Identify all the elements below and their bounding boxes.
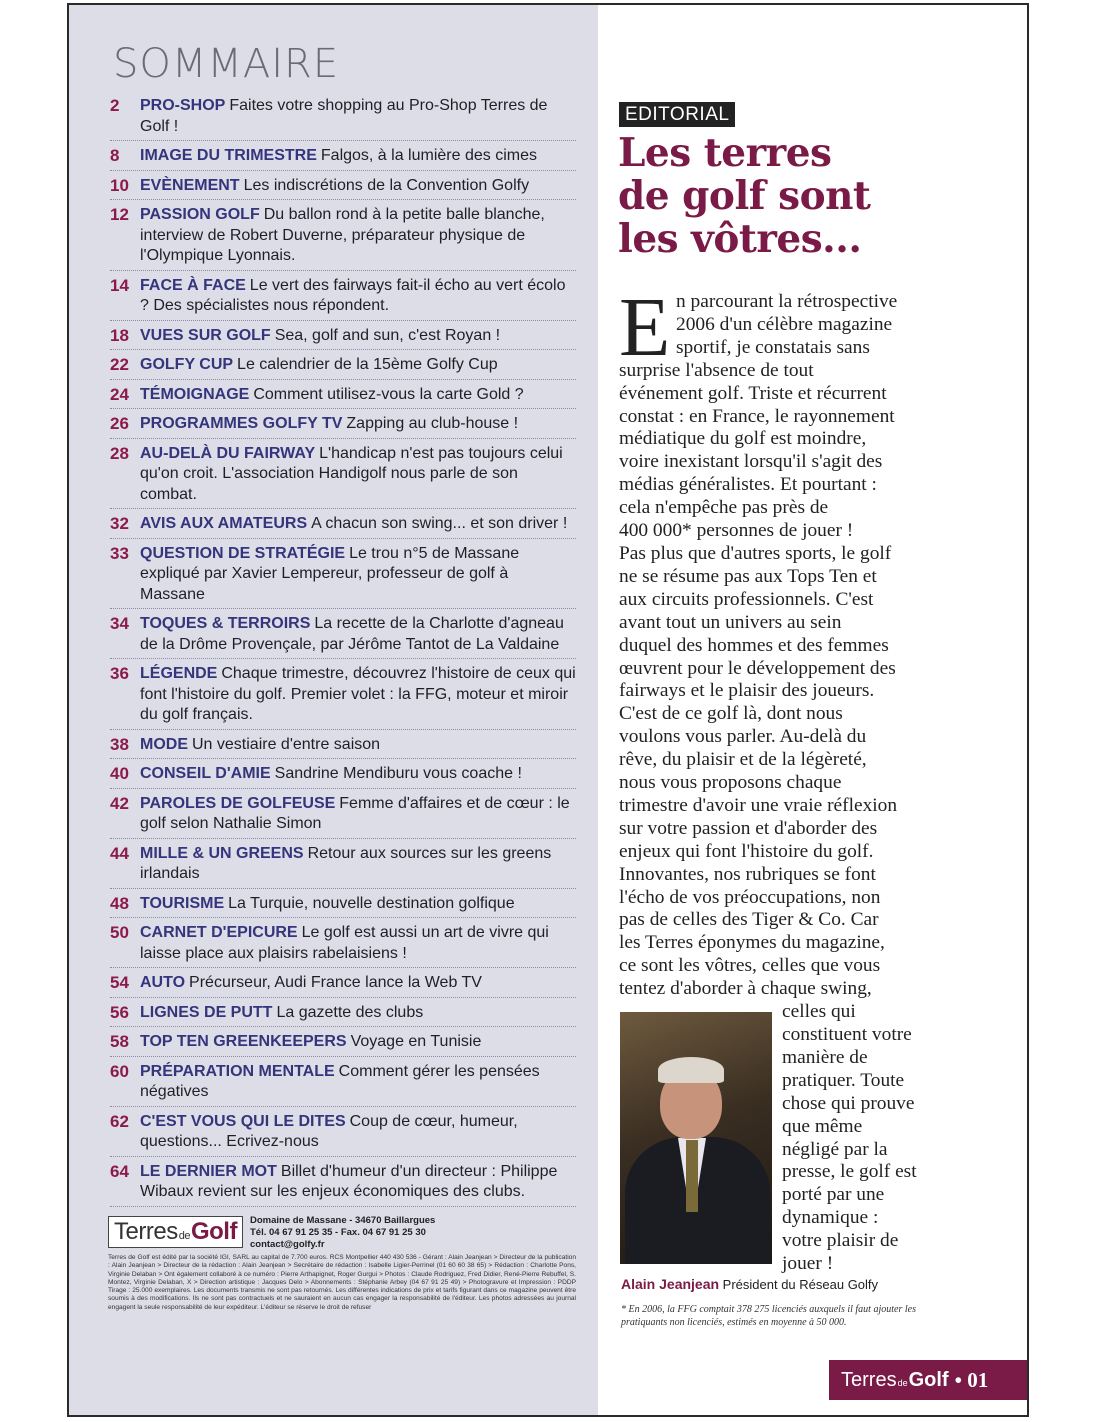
- body-line-wrapped: presse, le golf est: [782, 1161, 917, 1183]
- toc-description: Retour aux sources sur les greens irlandais: [140, 844, 552, 882]
- toc-section-name: LIGNES DE PUTT: [140, 1003, 273, 1021]
- photo-tie: [686, 1140, 698, 1212]
- footnote: * En 2006, la FFG comptait 378 275 licenciés auxquels il faut ajouter les pratiquants non licenciés, estimés en moyenne à 50 000.: [621, 1304, 916, 1328]
- toc-page-number: 38: [110, 734, 129, 754]
- body-line: médiatique du golf est moindre,: [619, 428, 867, 450]
- toc-page-number: 48: [110, 893, 129, 913]
- toc-page-number: 12: [110, 205, 129, 224]
- toc-page-number: 10: [110, 175, 129, 195]
- body-line: trimestre d'avoir une vraie réflexion: [619, 794, 898, 816]
- toc-description: Sandrine Mendiburu vous coache !: [274, 765, 522, 782]
- toc-item[interactable]: [110, 789, 576, 839]
- toc-section-name: TÉMOIGNAGE: [140, 385, 250, 403]
- headline-line: Les terres: [618, 130, 832, 176]
- toc-description: Comment gérer les pensées négatives: [140, 1062, 540, 1100]
- toc-section-name: AU-DELÀ DU FAIRWAY: [140, 444, 316, 462]
- toc-description: Chaque trimestre, découvrez l'histoire de ceux qui font l'histoire du golf. Premier volet : la FFG, moteur et miroir du golf français.: [140, 665, 576, 723]
- body-line: enjeux qui font l'histoire du golf.: [619, 840, 874, 862]
- sommaire-column: [69, 5, 598, 1415]
- toc-page-number: 34: [110, 614, 129, 633]
- toc-item[interactable]: [110, 730, 576, 760]
- toc-item[interactable]: [110, 350, 576, 380]
- toc-description: Billet d'humeur d'un directeur : Philippe Wibaux revient sur les enjeux économiques des clubs.: [140, 1162, 558, 1200]
- body-line: nous vous proposons chaque: [619, 772, 842, 794]
- toc-entry: [140, 735, 576, 756]
- publication-credits: Terres de Golf est édité par la société IGI, SARL au capital de 7.700 euros. RCS Montpellier 440 430 536 - Gérant : Alain Jeanjean > Directeur de la publication : Alain Jeanjean > Directeur de la rédaction : Alain Jeanjean > Secrétaire de rédaction : Isabelle Ligier-Perrinel (01 60 60 38 65) > Rédaction : Charlotte Pons, Virginie Delaban > Ont également collaboré à ce numéro : Pierre Arthapignet, Roger Gurgui > Photos : Claude Rodriguez, Fred Didier, René-Pierre Rebuffel, S. Montez, Virginie Delaban, X > Direction artistique : Jacques Delo > Abonnements : Stéphanie Arbey (04 67 91 25 49) > Photogravure et Impression : PDDP Tirage : 25.000 exemplaires. Les documents transmis ne sont pas retournés. Les différentes indications de prix et tarifs figurant dans ce magazine peuvent être soumis à des modifications. Ils ne sont pas contractuels et ne sauraient en aucun cas engager la responsabilité de l'éditeur. Les photos adressées au journal engagent la seule responsabilité de leur expéditeur. L'éditeur se réserve le droit de refuser: [108, 1254, 576, 1311]
- toc-section-name: TOP TEN GREENKEEPERS: [140, 1033, 347, 1050]
- toc-page-number: 32: [110, 514, 129, 533]
- body-line: pas de celles des Tiger & Co. Car: [619, 909, 879, 931]
- toc-entry: [140, 385, 576, 406]
- body-line: ne se résume pas aux Tops Ten et: [619, 565, 877, 587]
- toc-entry: [140, 614, 576, 655]
- toc-entry: [140, 1032, 576, 1053]
- toc-section-name: MODE: [140, 735, 188, 753]
- logo-terres: Terres: [114, 1218, 178, 1245]
- toc-entry: [140, 923, 576, 964]
- toc-description: Le golf est aussi un art de vivre qui laisse place aux plaisirs rabelaisiens !: [140, 924, 549, 962]
- toc-item[interactable]: [110, 1107, 576, 1157]
- toc-entry: [140, 1003, 576, 1024]
- toc-entry: [140, 326, 576, 347]
- toc-section-name: MILLE & UN GREENS: [140, 844, 304, 862]
- toc-description: A chacun son swing... et son driver !: [311, 515, 568, 532]
- terres-de-golf-logo: [108, 1216, 243, 1248]
- toc-entry: [140, 444, 576, 506]
- author-title: Président du Réseau Golfy: [722, 1277, 879, 1292]
- toc-section-name: EVÈNEMENT: [140, 176, 240, 194]
- toc-description: Coup de cœur, humeur, questions... Ecrivez-nous: [140, 1112, 518, 1150]
- toc-item[interactable]: [110, 968, 576, 998]
- body-line: aux circuits professionnels. C'est: [619, 588, 874, 610]
- body-line: les Terres éponymes du magazine,: [619, 932, 885, 954]
- toc-page-number: 14: [110, 275, 129, 295]
- body-line: voulons vous parler. Au-delà du: [619, 726, 867, 748]
- logo-de: de: [178, 1230, 190, 1242]
- toc-item[interactable]: [110, 609, 576, 659]
- body-line: l'écho de vos préoccupations, non: [619, 886, 881, 908]
- toc-section-name: PROGRAMMES GOLFY TV: [140, 415, 343, 432]
- toc-page-number: 50: [110, 923, 129, 942]
- toc-description: Faites votre shopping au Pro-Shop Terres de Golf !: [140, 97, 548, 135]
- toc-description: La recette de la Charlotte d'agneau de la Drôme Provençale, par Jérôme Tantot de La Valdaine: [140, 615, 564, 653]
- toc-item[interactable]: [110, 380, 576, 410]
- toc-entry: [140, 514, 576, 535]
- toc-item[interactable]: [110, 141, 576, 171]
- phone-fax: Tél. 04 67 91 25 35 - Fax. 04 67 91 25 30: [250, 1227, 426, 1238]
- toc-entry: [140, 146, 576, 167]
- body-line-wrapped: manière de: [782, 1046, 868, 1068]
- body-line: sur votre passion et d'aborder des: [619, 817, 878, 839]
- toc-item[interactable]: [110, 839, 576, 889]
- body-line-wrapped: constituent votre: [782, 1024, 912, 1045]
- body-line: 2006 d'un célèbre magazine: [676, 313, 893, 335]
- toc-section-name: PAROLES DE GOLFEUSE: [140, 794, 336, 812]
- address: Domaine de Massane - 34670 Baillargues: [250, 1215, 436, 1226]
- toc-page-number: 28: [110, 443, 129, 463]
- toc-page-number: 22: [110, 355, 129, 374]
- author-signature: [621, 1276, 878, 1292]
- toc-section-name: QUESTION DE STRATÉGIE: [140, 544, 346, 562]
- toc-entry: [140, 794, 576, 835]
- toc-section-name: TOURISME: [140, 894, 225, 912]
- toc-entry: [140, 1062, 576, 1103]
- toc-page-number: 54: [110, 973, 129, 992]
- editorial-headline: [618, 132, 978, 261]
- body-line: cela n'empêche pas près de: [619, 497, 829, 519]
- author-photo: [620, 1012, 772, 1264]
- page-number: • 01: [954, 1367, 989, 1392]
- magazine-page: [67, 3, 1029, 1417]
- toc-description: Zapping au club-house !: [346, 415, 519, 432]
- body-line-wrapped: négligé par la: [782, 1138, 888, 1160]
- folio-golf: Golf: [908, 1368, 949, 1391]
- body-line: 400 000* personnes de jouer !: [619, 520, 854, 542]
- body-line: surprise l'absence de tout: [619, 359, 814, 381]
- toc-entry: [140, 764, 576, 785]
- toc-section-name: CONSEIL D'AMIE: [140, 765, 271, 782]
- toc-section-name: FACE À FACE: [140, 276, 246, 294]
- toc-item[interactable]: [110, 1157, 576, 1207]
- toc-page-number: 26: [110, 414, 129, 433]
- body-line: Pas plus que d'autres sports, le golf: [619, 542, 892, 564]
- body-line-wrapped: jouer !: [782, 1253, 834, 1275]
- page-folio: [829, 1360, 1029, 1400]
- toc-page-number: 56: [110, 1002, 129, 1022]
- toc-item[interactable]: [110, 409, 576, 439]
- toc-section-name: IMAGE DU TRIMESTRE: [140, 147, 317, 164]
- toc-description: Un vestiaire d'entre saison: [192, 735, 381, 753]
- body-line: sportif, je constatais sans: [676, 336, 870, 358]
- dropcap: E: [619, 281, 671, 374]
- body-line: n parcourant la rétrospective: [676, 291, 898, 312]
- toc-description: La Turquie, nouvelle destination golfique: [228, 894, 515, 912]
- toc-description: Femme d'affaires et de cœur : le golf selon Nathalie Simon: [140, 794, 570, 832]
- body-line: rêve, du plaisir et de la légèreté,: [619, 749, 867, 771]
- toc-entry: [140, 205, 576, 267]
- toc-page-number: 62: [110, 1111, 129, 1131]
- toc-page-number: 36: [110, 664, 129, 683]
- toc-page-number: 58: [110, 1032, 129, 1051]
- toc-entry: [140, 844, 576, 885]
- email-link[interactable]: contact@golfy.fr: [250, 1239, 325, 1250]
- toc-item[interactable]: [110, 659, 576, 730]
- toc-section-name: LE DERNIER MOT: [140, 1162, 277, 1180]
- body-line: voire inexistant lorsqu'il s'agit des: [619, 451, 883, 473]
- contact-block: [250, 1215, 435, 1251]
- toc-entry: [140, 96, 576, 137]
- body-line: tentez d'aborder à chaque swing,: [619, 978, 872, 1000]
- toc-description: Comment utilisez-vous la carte Gold ?: [253, 385, 524, 403]
- body-line-wrapped: dynamique :: [782, 1207, 879, 1229]
- toc-page-number: 2: [110, 96, 120, 115]
- toc-description: Voyage en Tunisie: [350, 1033, 482, 1050]
- toc-entry: [140, 664, 576, 726]
- toc-entry: [140, 973, 576, 994]
- toc-section-name: AVIS AUX AMATEURS: [140, 515, 308, 532]
- toc-entry: [140, 1162, 576, 1203]
- toc-description: Les indiscrétions de la Convention Golfy: [243, 176, 530, 194]
- toc-description: Le trou n°5 de Massane expliqué par Xavier Lempereur, professeur de golf à Massane: [140, 544, 520, 603]
- headline-line: de golf sont: [618, 173, 871, 219]
- toc-description: La gazette des clubs: [276, 1003, 424, 1021]
- folio-de: de: [897, 1378, 908, 1388]
- body-line: duquel des hommes et des femmes: [619, 634, 889, 656]
- toc-description: L'handicap n'est pas toujours celui qu'on croit. L'association Handigolf nous parle de son combat.: [140, 444, 563, 503]
- toc-entry: [140, 176, 576, 197]
- body-line: C'est de ce golf là, dont nous: [619, 703, 843, 725]
- sommaire-title: SOMMAIRE: [113, 41, 340, 87]
- toc-section-name: VUES SUR GOLF: [140, 326, 271, 344]
- toc-item[interactable]: [110, 759, 576, 789]
- toc-section-name: PRÉPARATION MENTALE: [140, 1062, 335, 1080]
- toc-page-number: 18: [110, 325, 129, 345]
- toc-description: Précurseur, Audi France lance la Web TV: [189, 974, 482, 991]
- toc-item[interactable]: [110, 321, 576, 351]
- body-line-wrapped: que même: [782, 1115, 863, 1137]
- toc-page-number: 33: [110, 543, 129, 563]
- toc-entry: [140, 276, 576, 317]
- toc-page-number: 42: [110, 793, 129, 813]
- toc-page-number: 64: [110, 1161, 129, 1181]
- toc-section-name: AUTO: [140, 974, 186, 991]
- author-name: Alain Jeanjean: [621, 1276, 720, 1292]
- body-line: Innovantes, nos rubriques se font: [619, 863, 876, 885]
- body-line-wrapped: votre plaisir de: [782, 1230, 899, 1252]
- toc-description: Le calendrier de la 15ème Golfy Cup: [237, 356, 498, 373]
- toc-entry: [140, 544, 576, 606]
- body-line: avant tout un univers au sein: [619, 611, 842, 633]
- body-line-wrapped: pratiquer. Toute: [782, 1069, 905, 1091]
- toc-item[interactable]: [110, 271, 576, 321]
- toc-section-name: TOQUES & TERROIRS: [140, 615, 311, 632]
- toc-item[interactable]: [110, 918, 576, 968]
- toc-page-number: 24: [110, 384, 129, 404]
- toc-section-name: C'EST VOUS QUI LE DITES: [140, 1112, 346, 1130]
- toc-description: Le vert des fairways fait-il écho au vert écolo ? Des spécialistes nous répondent.: [140, 276, 566, 314]
- body-line-wrapped: chose qui prouve: [782, 1092, 915, 1114]
- toc-section-name: PASSION GOLF: [140, 206, 260, 223]
- toc-item[interactable]: [110, 509, 576, 539]
- toc-section-name: PRO-SHOP: [140, 97, 226, 114]
- photo-hair: [658, 1057, 724, 1083]
- toc-item[interactable]: [110, 91, 576, 141]
- toc-item[interactable]: [110, 171, 576, 201]
- toc-page-number: 8: [110, 146, 120, 165]
- toc-item[interactable]: [110, 439, 576, 510]
- body-line-wrapped: porté par une: [782, 1184, 885, 1206]
- toc-page-number: 60: [110, 1061, 129, 1081]
- toc-section-name: LÉGENDE: [140, 665, 218, 682]
- toc-item[interactable]: [110, 889, 576, 919]
- toc-description: Du ballon rond à la petite balle blanche, interview de Robert Duverne, préparateur physique de l'Olympique Lyonnais.: [140, 206, 545, 264]
- headline-line: les vôtres...: [618, 216, 862, 262]
- toc-description: Sea, golf and sun, c'est Royan !: [274, 326, 501, 344]
- body-line: médias généralistes. Et pourtant :: [619, 474, 877, 496]
- toc-entry: [140, 414, 576, 435]
- toc-page-number: 44: [110, 843, 129, 863]
- table-of-contents: [110, 91, 576, 1207]
- toc-item[interactable]: [110, 200, 576, 271]
- logo-golf: Golf: [190, 1218, 237, 1245]
- body-line: ce sont les vôtres, celles que vous: [619, 955, 881, 977]
- toc-page-number: 40: [110, 764, 129, 783]
- toc-section-name: GOLFY CUP: [140, 356, 234, 373]
- body-line: événement golf. Triste et récurrent: [619, 382, 887, 404]
- body-line: fairways et le plaisir des joueurs.: [619, 680, 875, 702]
- toc-item[interactable]: [110, 1027, 576, 1057]
- body-line: œuvrent pour le développement des: [619, 657, 896, 679]
- toc-entry: [140, 894, 576, 915]
- toc-item[interactable]: [110, 539, 576, 610]
- body-line: constat : en France, le rayonnement: [619, 405, 895, 427]
- toc-item[interactable]: [110, 1057, 576, 1107]
- editorial-tag: EDITORIAL: [619, 102, 735, 127]
- toc-entry: [140, 1112, 576, 1153]
- body-line-wrapped: celles qui: [782, 1001, 856, 1023]
- toc-description: Falgos, à la lumière des cimes: [320, 147, 537, 164]
- toc-section-name: CARNET D'EPICURE: [140, 924, 298, 941]
- folio-terres: Terres: [841, 1368, 897, 1391]
- toc-item[interactable]: [110, 998, 576, 1028]
- toc-entry: [140, 355, 576, 376]
